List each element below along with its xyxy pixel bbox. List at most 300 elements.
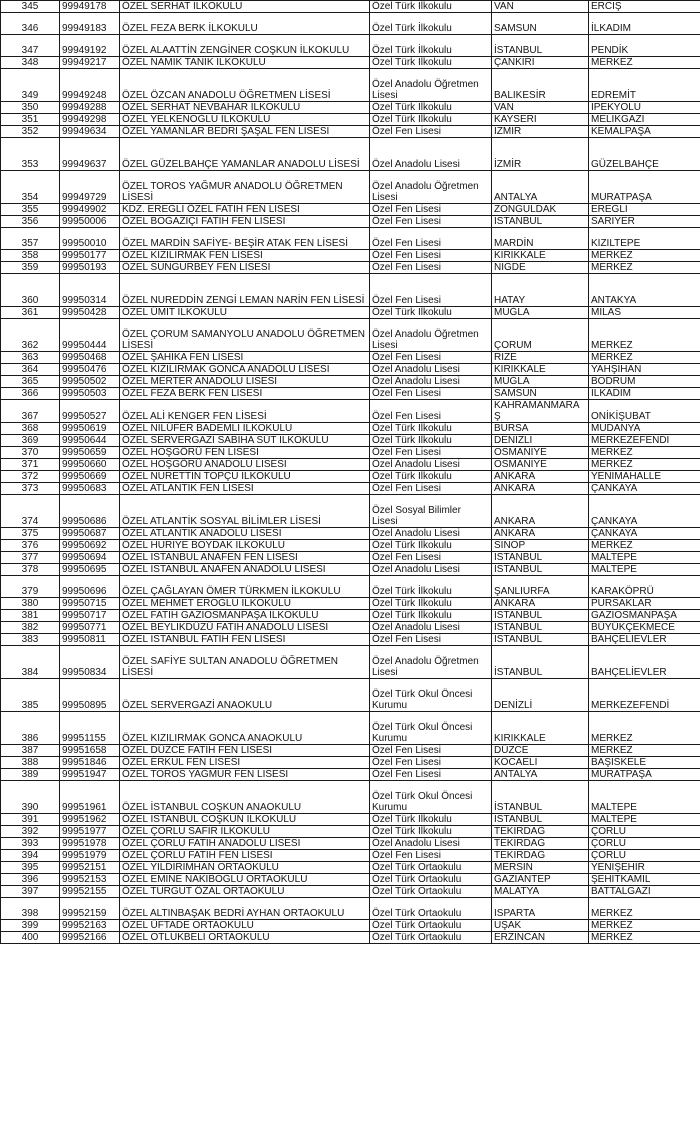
city-name: ŞANLIURFA	[492, 576, 589, 598]
district-name: ERCİŞ	[589, 1, 700, 13]
school-name: ÖZEL ÜMİT İLKOKULU	[120, 307, 370, 319]
school-name: ÖZEL ÇORLU SAFİR İLKOKULU	[120, 826, 370, 838]
school-type: Özel Anadolu Lisesi	[370, 459, 492, 471]
district-name: MERKEZ	[589, 352, 700, 364]
row-number: 394	[1, 850, 60, 862]
school-type: Özel Türk İlkokulu	[370, 114, 492, 126]
city-name: İSTANBUL	[492, 564, 589, 576]
district-name: ÇANKAYA	[589, 483, 700, 495]
institution-code: 99949729	[60, 171, 120, 204]
school-name: ÖZEL İSTANBUL FATİH FEN LİSESİ	[120, 634, 370, 646]
table-row	[1, 576, 700, 598]
institution-code: 99950193	[60, 262, 120, 274]
school-name: ÖZEL ŞAHİKA FEN LİSESİ	[120, 352, 370, 364]
table-row	[1, 874, 700, 886]
school-name: ÖZEL ÇORLU FATİH ANADOLU LİSESİ	[120, 838, 370, 850]
district-name: MERKEZ	[589, 447, 700, 459]
school-type: Özel Türk Ortaokulu	[370, 932, 492, 944]
school-type: Özel Fen Lisesi	[370, 850, 492, 862]
table-row	[1, 459, 700, 471]
school-name: ÖZEL EMİNE NAKİBOĞLU ORTAOKULU	[120, 874, 370, 886]
row-number: 345	[1, 1, 60, 13]
school-name: ÖZEL İSTANBUL COŞKUN İLKOKULU	[120, 814, 370, 826]
city-name: İSTANBUL	[492, 634, 589, 646]
table-row	[1, 204, 700, 216]
school-name: ÖZEL SERVERGAZİ SABİHA SÜT İLKOKULU	[120, 435, 370, 447]
institution-code: 99951947	[60, 769, 120, 781]
institution-code: 99950476	[60, 364, 120, 376]
district-name: MURATPAŞA	[589, 769, 700, 781]
institution-code: 99950177	[60, 250, 120, 262]
school-type: Özel Türk Okul Öncesi Kurumu	[370, 781, 492, 814]
row-number: 400	[1, 932, 60, 944]
row-number: 352	[1, 126, 60, 138]
institution-code: 99951961	[60, 781, 120, 814]
institution-code: 99950717	[60, 610, 120, 622]
table-row	[1, 679, 700, 712]
school-type: Özel Fen Lisesi	[370, 400, 492, 423]
city-name: ZONGULDAK	[492, 204, 589, 216]
row-number: 365	[1, 376, 60, 388]
school-type: Özel Anadolu Lisesi	[370, 564, 492, 576]
school-type: Özel Fen Lisesi	[370, 228, 492, 250]
city-name: MUĞLA	[492, 376, 589, 388]
row-number: 355	[1, 204, 60, 216]
city-name: OSMANİYE	[492, 447, 589, 459]
district-name: KARAKÖPRÜ	[589, 576, 700, 598]
school-name: ÖZEL BOĞAZİÇİ FATİH FEN LİSESİ	[120, 216, 370, 228]
table-row	[1, 216, 700, 228]
school-type: Özel Türk Ortaokulu	[370, 920, 492, 932]
row-number: 396	[1, 874, 60, 886]
table-row	[1, 69, 700, 102]
district-name: MİLAS	[589, 307, 700, 319]
city-name: ANKARA	[492, 598, 589, 610]
institution-code: 99949183	[60, 13, 120, 35]
school-type: Özel Türk İlkokulu	[370, 13, 492, 35]
district-name: PURSAKLAR	[589, 598, 700, 610]
district-name: YENİŞEHİR	[589, 862, 700, 874]
school-type: Özel Fen Lisesi	[370, 634, 492, 646]
school-type: Özel Anadolu Lisesi	[370, 376, 492, 388]
school-name: ÖZEL MEHMET EROĞLU İLKOKULU	[120, 598, 370, 610]
city-name: MERSİN	[492, 862, 589, 874]
institution-code: 99949637	[60, 138, 120, 171]
institution-code: 99949298	[60, 114, 120, 126]
table-row	[1, 814, 700, 826]
row-number: 356	[1, 216, 60, 228]
table-row	[1, 352, 700, 364]
row-number: 376	[1, 540, 60, 552]
school-name: ÖZEL İSTANBUL COŞKUN ANAOKULU	[120, 781, 370, 814]
row-number: 387	[1, 745, 60, 757]
row-number: 371	[1, 459, 60, 471]
district-name: MERKEZ	[589, 745, 700, 757]
row-number: 395	[1, 862, 60, 874]
district-name: MELİKGAZİ	[589, 114, 700, 126]
city-name: TEKİRDAĞ	[492, 838, 589, 850]
institution-code: 99949902	[60, 204, 120, 216]
row-number: 377	[1, 552, 60, 564]
row-number: 364	[1, 364, 60, 376]
school-list-body	[1, 1, 700, 944]
district-name: ÇORLU	[589, 838, 700, 850]
city-name: VAN	[492, 102, 589, 114]
district-name: MERKEZEFENDİ	[589, 679, 700, 712]
district-name: BÜYÜKÇEKMECE	[589, 622, 700, 634]
row-number: 388	[1, 757, 60, 769]
city-name: MALATYA	[492, 886, 589, 898]
institution-code: 99951658	[60, 745, 120, 757]
district-name: ÇORLU	[589, 826, 700, 838]
table-row	[1, 171, 700, 204]
school-type: Özel Türk İlkokulu	[370, 576, 492, 598]
school-type: Özel Anadolu Öğretmen Lisesi	[370, 319, 492, 352]
school-type: Özel Anadolu Lisesi	[370, 364, 492, 376]
school-name: ÖZEL ÖZCAN ANADOLU ÖĞRETMEN LİSESİ	[120, 69, 370, 102]
row-number: 399	[1, 920, 60, 932]
school-type: Özel Türk İlkokulu	[370, 307, 492, 319]
city-name: ANKARA	[492, 471, 589, 483]
school-name: ÖZEL KIZILIRMAK FEN LİSESİ	[120, 250, 370, 262]
institution-code: 99950660	[60, 459, 120, 471]
school-type: Özel Anadolu Lisesi	[370, 528, 492, 540]
school-type: Özel Türk İlkokulu	[370, 540, 492, 552]
table-row	[1, 838, 700, 850]
city-name: İSTANBUL	[492, 610, 589, 622]
city-name: ANTALYA	[492, 769, 589, 781]
school-type: Özel Türk İlkokulu	[370, 471, 492, 483]
city-name: UŞAK	[492, 920, 589, 932]
school-name: ÖZEL SUNGURBEY FEN LİSESİ	[120, 262, 370, 274]
row-number: 346	[1, 13, 60, 35]
table-row	[1, 114, 700, 126]
district-name: MERKEZ	[589, 459, 700, 471]
institution-code: 99950619	[60, 423, 120, 435]
table-row	[1, 435, 700, 447]
row-number: 370	[1, 447, 60, 459]
school-name: ÖZEL HURİYE BOYDAK İLKOKULU	[120, 540, 370, 552]
school-name: ÖZEL ALİ KENGER FEN LİSESİ	[120, 400, 370, 423]
table-row	[1, 57, 700, 69]
city-name: İSTANBUL	[492, 35, 589, 57]
school-type: Özel Türk İlkokulu	[370, 598, 492, 610]
district-name: İPEKYOLU	[589, 102, 700, 114]
table-row	[1, 262, 700, 274]
row-number: 372	[1, 471, 60, 483]
institution-code: 99949288	[60, 102, 120, 114]
institution-code: 99949217	[60, 57, 120, 69]
table-row	[1, 712, 700, 745]
institution-code: 99952151	[60, 862, 120, 874]
school-name: ÖZEL SERHAT İLKOKULU	[120, 1, 370, 13]
city-name: TEKİRDAĞ	[492, 826, 589, 838]
institution-code: 99951962	[60, 814, 120, 826]
school-type: Özel Türk İlkokulu	[370, 57, 492, 69]
district-name: BAHÇELİEVLER	[589, 646, 700, 679]
district-name: İLKADIM	[589, 13, 700, 35]
row-number: 349	[1, 69, 60, 102]
row-number: 353	[1, 138, 60, 171]
school-name: ÖZEL KIZILIRMAK GONCA ANAOKULU	[120, 712, 370, 745]
city-name: İSTANBUL	[492, 216, 589, 228]
school-type: Özel Türk İlkokulu	[370, 610, 492, 622]
school-name: ÖZEL ERKUL FEN LİSESİ	[120, 757, 370, 769]
city-name: TEKİRDAĞ	[492, 850, 589, 862]
city-name: KAYSERİ	[492, 114, 589, 126]
school-type: Özel Türk İlkokulu	[370, 435, 492, 447]
institution-code: 99952153	[60, 874, 120, 886]
table-row	[1, 610, 700, 622]
city-name: VAN	[492, 1, 589, 13]
district-name: MERKEZ	[589, 712, 700, 745]
school-name: ÖZEL MERTER ANADOLU LİSESİ	[120, 376, 370, 388]
institution-code: 99949192	[60, 35, 120, 57]
school-name: ÖZEL HOŞGÖRÜ ANADOLU LİSESİ	[120, 459, 370, 471]
school-name: ÖZEL ÇORUM SAMANYOLU ANADOLU ÖĞRETMEN LİSESİ	[120, 319, 370, 352]
school-name: ÖZEL ALTINBAŞAK BEDRİ AYHAN ORTAOKULU	[120, 898, 370, 920]
district-name: KEMALPAŞA	[589, 126, 700, 138]
school-name: ÖZEL ÇORLU FATİH FEN LİSESİ	[120, 850, 370, 862]
school-type: Özel Türk Ortaokulu	[370, 886, 492, 898]
city-name: İSTANBUL	[492, 781, 589, 814]
institution-code: 99951846	[60, 757, 120, 769]
district-name: ÇORLU	[589, 850, 700, 862]
table-row	[1, 564, 700, 576]
school-name: ÖZEL HOŞGÖRÜ FEN LİSESİ	[120, 447, 370, 459]
city-name: ISPARTA	[492, 898, 589, 920]
school-type: Özel Fen Lisesi	[370, 769, 492, 781]
institution-code: 99950314	[60, 274, 120, 307]
city-name: MUĞLA	[492, 307, 589, 319]
school-type: Özel Fen Lisesi	[370, 352, 492, 364]
school-name: ÖZEL GÜZELBAHÇE YAMANLAR ANADOLU LİSESİ	[120, 138, 370, 171]
institution-code: 99950692	[60, 540, 120, 552]
school-name: ÖZEL ÜFTADE ORTAOKULU	[120, 920, 370, 932]
school-type: Özel Türk İlkokulu	[370, 102, 492, 114]
row-number: 368	[1, 423, 60, 435]
school-name: ÖZEL MARDİN SAFİYE- BEŞİR ATAK FEN LİSESİ	[120, 228, 370, 250]
row-number: 397	[1, 886, 60, 898]
district-name: İLKADIM	[589, 388, 700, 400]
row-number: 398	[1, 898, 60, 920]
row-number: 373	[1, 483, 60, 495]
institution-code: 99951979	[60, 850, 120, 862]
table-row	[1, 274, 700, 307]
row-number: 375	[1, 528, 60, 540]
district-name: MERKEZEFENDİ	[589, 435, 700, 447]
school-type: Özel Türk Okul Öncesi Kurumu	[370, 712, 492, 745]
district-name: MERKEZ	[589, 57, 700, 69]
school-name: ÖZEL NURETTİN TOPÇU İLKOKULU	[120, 471, 370, 483]
row-number: 393	[1, 838, 60, 850]
institution-code: 99952166	[60, 932, 120, 944]
row-number: 362	[1, 319, 60, 352]
school-name: ÖZEL NİLÜFER BADEMLİ İLKOKULU	[120, 423, 370, 435]
district-name: MERKEZ	[589, 932, 700, 944]
city-name: DÜZCE	[492, 745, 589, 757]
institution-code: 99949634	[60, 126, 120, 138]
city-name: İSTANBUL	[492, 622, 589, 634]
row-number: 348	[1, 57, 60, 69]
institution-code: 99952155	[60, 886, 120, 898]
school-type: Özel Türk İlkokulu	[370, 423, 492, 435]
table-row	[1, 886, 700, 898]
district-name: YAHŞİHAN	[589, 364, 700, 376]
school-name: KDZ. EREĞLİ ÖZEL FATİH FEN LİSESİ	[120, 204, 370, 216]
school-type: Özel Anadolu Lisesi	[370, 138, 492, 171]
city-name: HATAY	[492, 274, 589, 307]
row-number: 379	[1, 576, 60, 598]
city-name: İSTANBUL	[492, 646, 589, 679]
institution-code: 99950696	[60, 576, 120, 598]
school-name: ÖZEL YAMANLAR BEDRİ ŞAŞAL FEN LİSESİ	[120, 126, 370, 138]
institution-code: 99952163	[60, 920, 120, 932]
city-name: ANKARA	[492, 528, 589, 540]
row-number: 361	[1, 307, 60, 319]
school-type: Özel Fen Lisesi	[370, 388, 492, 400]
school-type: Özel Türk Okul Öncesi Kurumu	[370, 679, 492, 712]
city-name: BALIKESİR	[492, 69, 589, 102]
table-row	[1, 552, 700, 564]
district-name: KIZILTEPE	[589, 228, 700, 250]
school-name: ÖZEL YILDIRIMHAN ORTAOKULU	[120, 862, 370, 874]
city-name: GAZİANTEP	[492, 874, 589, 886]
city-name: BURSA	[492, 423, 589, 435]
institution-code: 99950686	[60, 495, 120, 528]
table-row	[1, 228, 700, 250]
district-name: EREĞLİ	[589, 204, 700, 216]
institution-code: 99950771	[60, 622, 120, 634]
table-row	[1, 423, 700, 435]
school-type: Özel Fen Lisesi	[370, 757, 492, 769]
city-name: KIRIKKALE	[492, 712, 589, 745]
table-row	[1, 364, 700, 376]
school-type: Özel Fen Lisesi	[370, 274, 492, 307]
school-name: ÖZEL FEZA BERK İLKOKULU	[120, 13, 370, 35]
school-type: Özel Fen Lisesi	[370, 447, 492, 459]
row-number: 384	[1, 646, 60, 679]
school-name: ÖZEL ALAATTİN ZENGİNER COŞKUN İLKOKULU	[120, 35, 370, 57]
school-name: ÖZEL NUREDDİN ZENGİ LEMAN NARİN FEN LİSESİ	[120, 274, 370, 307]
city-name: İZMİR	[492, 126, 589, 138]
row-number: 369	[1, 435, 60, 447]
school-type: Özel Türk İlkokulu	[370, 814, 492, 826]
city-name: KOCAELİ	[492, 757, 589, 769]
school-type: Özel Fen Lisesi	[370, 250, 492, 262]
row-number: 351	[1, 114, 60, 126]
table-row	[1, 528, 700, 540]
district-name: ONİKİŞUBAT	[589, 400, 700, 423]
district-name: PENDİK	[589, 35, 700, 57]
institution-code: 99950694	[60, 552, 120, 564]
district-name: SARIYER	[589, 216, 700, 228]
table-row	[1, 138, 700, 171]
table-row	[1, 540, 700, 552]
row-number: 358	[1, 250, 60, 262]
school-name: ÖZEL ÇAĞLAYAN ÖMER TÜRKMEN İLKOKULU	[120, 576, 370, 598]
institution-code: 99950659	[60, 447, 120, 459]
school-name: ÖZEL SERHAT NEVBAHAR İLKOKULU	[120, 102, 370, 114]
table-row	[1, 495, 700, 528]
row-number: 382	[1, 622, 60, 634]
city-name: KAHRAMANMARAŞ	[492, 400, 589, 423]
school-type: Özel Sosyal Bilimler Lisesi	[370, 495, 492, 528]
school-type: Özel Anadolu Lisesi	[370, 622, 492, 634]
school-type: Özel Türk Ortaokulu	[370, 898, 492, 920]
institution-code: 99950695	[60, 564, 120, 576]
school-type: Özel Türk İlkokulu	[370, 1, 492, 13]
school-type: Özel Anadolu Öğretmen Lisesi	[370, 646, 492, 679]
city-name: MARDİN	[492, 228, 589, 250]
school-type: Özel Fen Lisesi	[370, 552, 492, 564]
district-name: BATTALGAZİ	[589, 886, 700, 898]
institution-code: 99950444	[60, 319, 120, 352]
table-row	[1, 898, 700, 920]
institution-code: 99950834	[60, 646, 120, 679]
district-name: MERKEZ	[589, 920, 700, 932]
district-name: EDREMİT	[589, 69, 700, 102]
table-row	[1, 781, 700, 814]
city-name: KIRIKKALE	[492, 364, 589, 376]
district-name: MERKEZ	[589, 250, 700, 262]
district-name: MERKEZ	[589, 898, 700, 920]
table-row	[1, 13, 700, 35]
school-type: Özel Türk İlkokulu	[370, 826, 492, 838]
institution-code: 99950895	[60, 679, 120, 712]
row-number: 366	[1, 388, 60, 400]
district-name: MURATPAŞA	[589, 171, 700, 204]
table-row	[1, 471, 700, 483]
row-number: 350	[1, 102, 60, 114]
city-name: ERZİNCAN	[492, 932, 589, 944]
institution-code: 99951155	[60, 712, 120, 745]
institution-code: 99950811	[60, 634, 120, 646]
city-name: KIRIKKALE	[492, 250, 589, 262]
school-name: ÖZEL OTLUKBELİ ORTAOKULU	[120, 932, 370, 944]
city-name: ANKARA	[492, 495, 589, 528]
table-row	[1, 862, 700, 874]
institution-code: 99950669	[60, 471, 120, 483]
school-name: ÖZEL FEZA BERK FEN LİSESİ	[120, 388, 370, 400]
institution-code: 99950502	[60, 376, 120, 388]
city-name: ANTALYA	[492, 171, 589, 204]
table-row	[1, 319, 700, 352]
institution-code: 99950644	[60, 435, 120, 447]
school-type: Özel Fen Lisesi	[370, 483, 492, 495]
row-number: 378	[1, 564, 60, 576]
institution-code: 99951978	[60, 838, 120, 850]
district-name: MERKEZ	[589, 262, 700, 274]
row-number: 367	[1, 400, 60, 423]
district-name: GÜZELBAHÇE	[589, 138, 700, 171]
institution-code: 99949248	[60, 69, 120, 102]
district-name: MALTEPE	[589, 564, 700, 576]
school-type: Özel Fen Lisesi	[370, 126, 492, 138]
school-type: Özel Fen Lisesi	[370, 745, 492, 757]
row-number: 347	[1, 35, 60, 57]
institution-code: 99950428	[60, 307, 120, 319]
table-row	[1, 622, 700, 634]
district-name: MALTEPE	[589, 814, 700, 826]
school-name: ÖZEL TOROS YAĞMUR FEN LİSESİ	[120, 769, 370, 781]
school-name: ÖZEL İSTANBUL ANAFEN ANADOLU LİSESİ	[120, 564, 370, 576]
city-name: SİNOP	[492, 540, 589, 552]
table-row	[1, 447, 700, 459]
institution-code: 99950715	[60, 598, 120, 610]
school-type: Özel Anadolu Öğretmen Lisesi	[370, 69, 492, 102]
city-name: ÇORUM	[492, 319, 589, 352]
